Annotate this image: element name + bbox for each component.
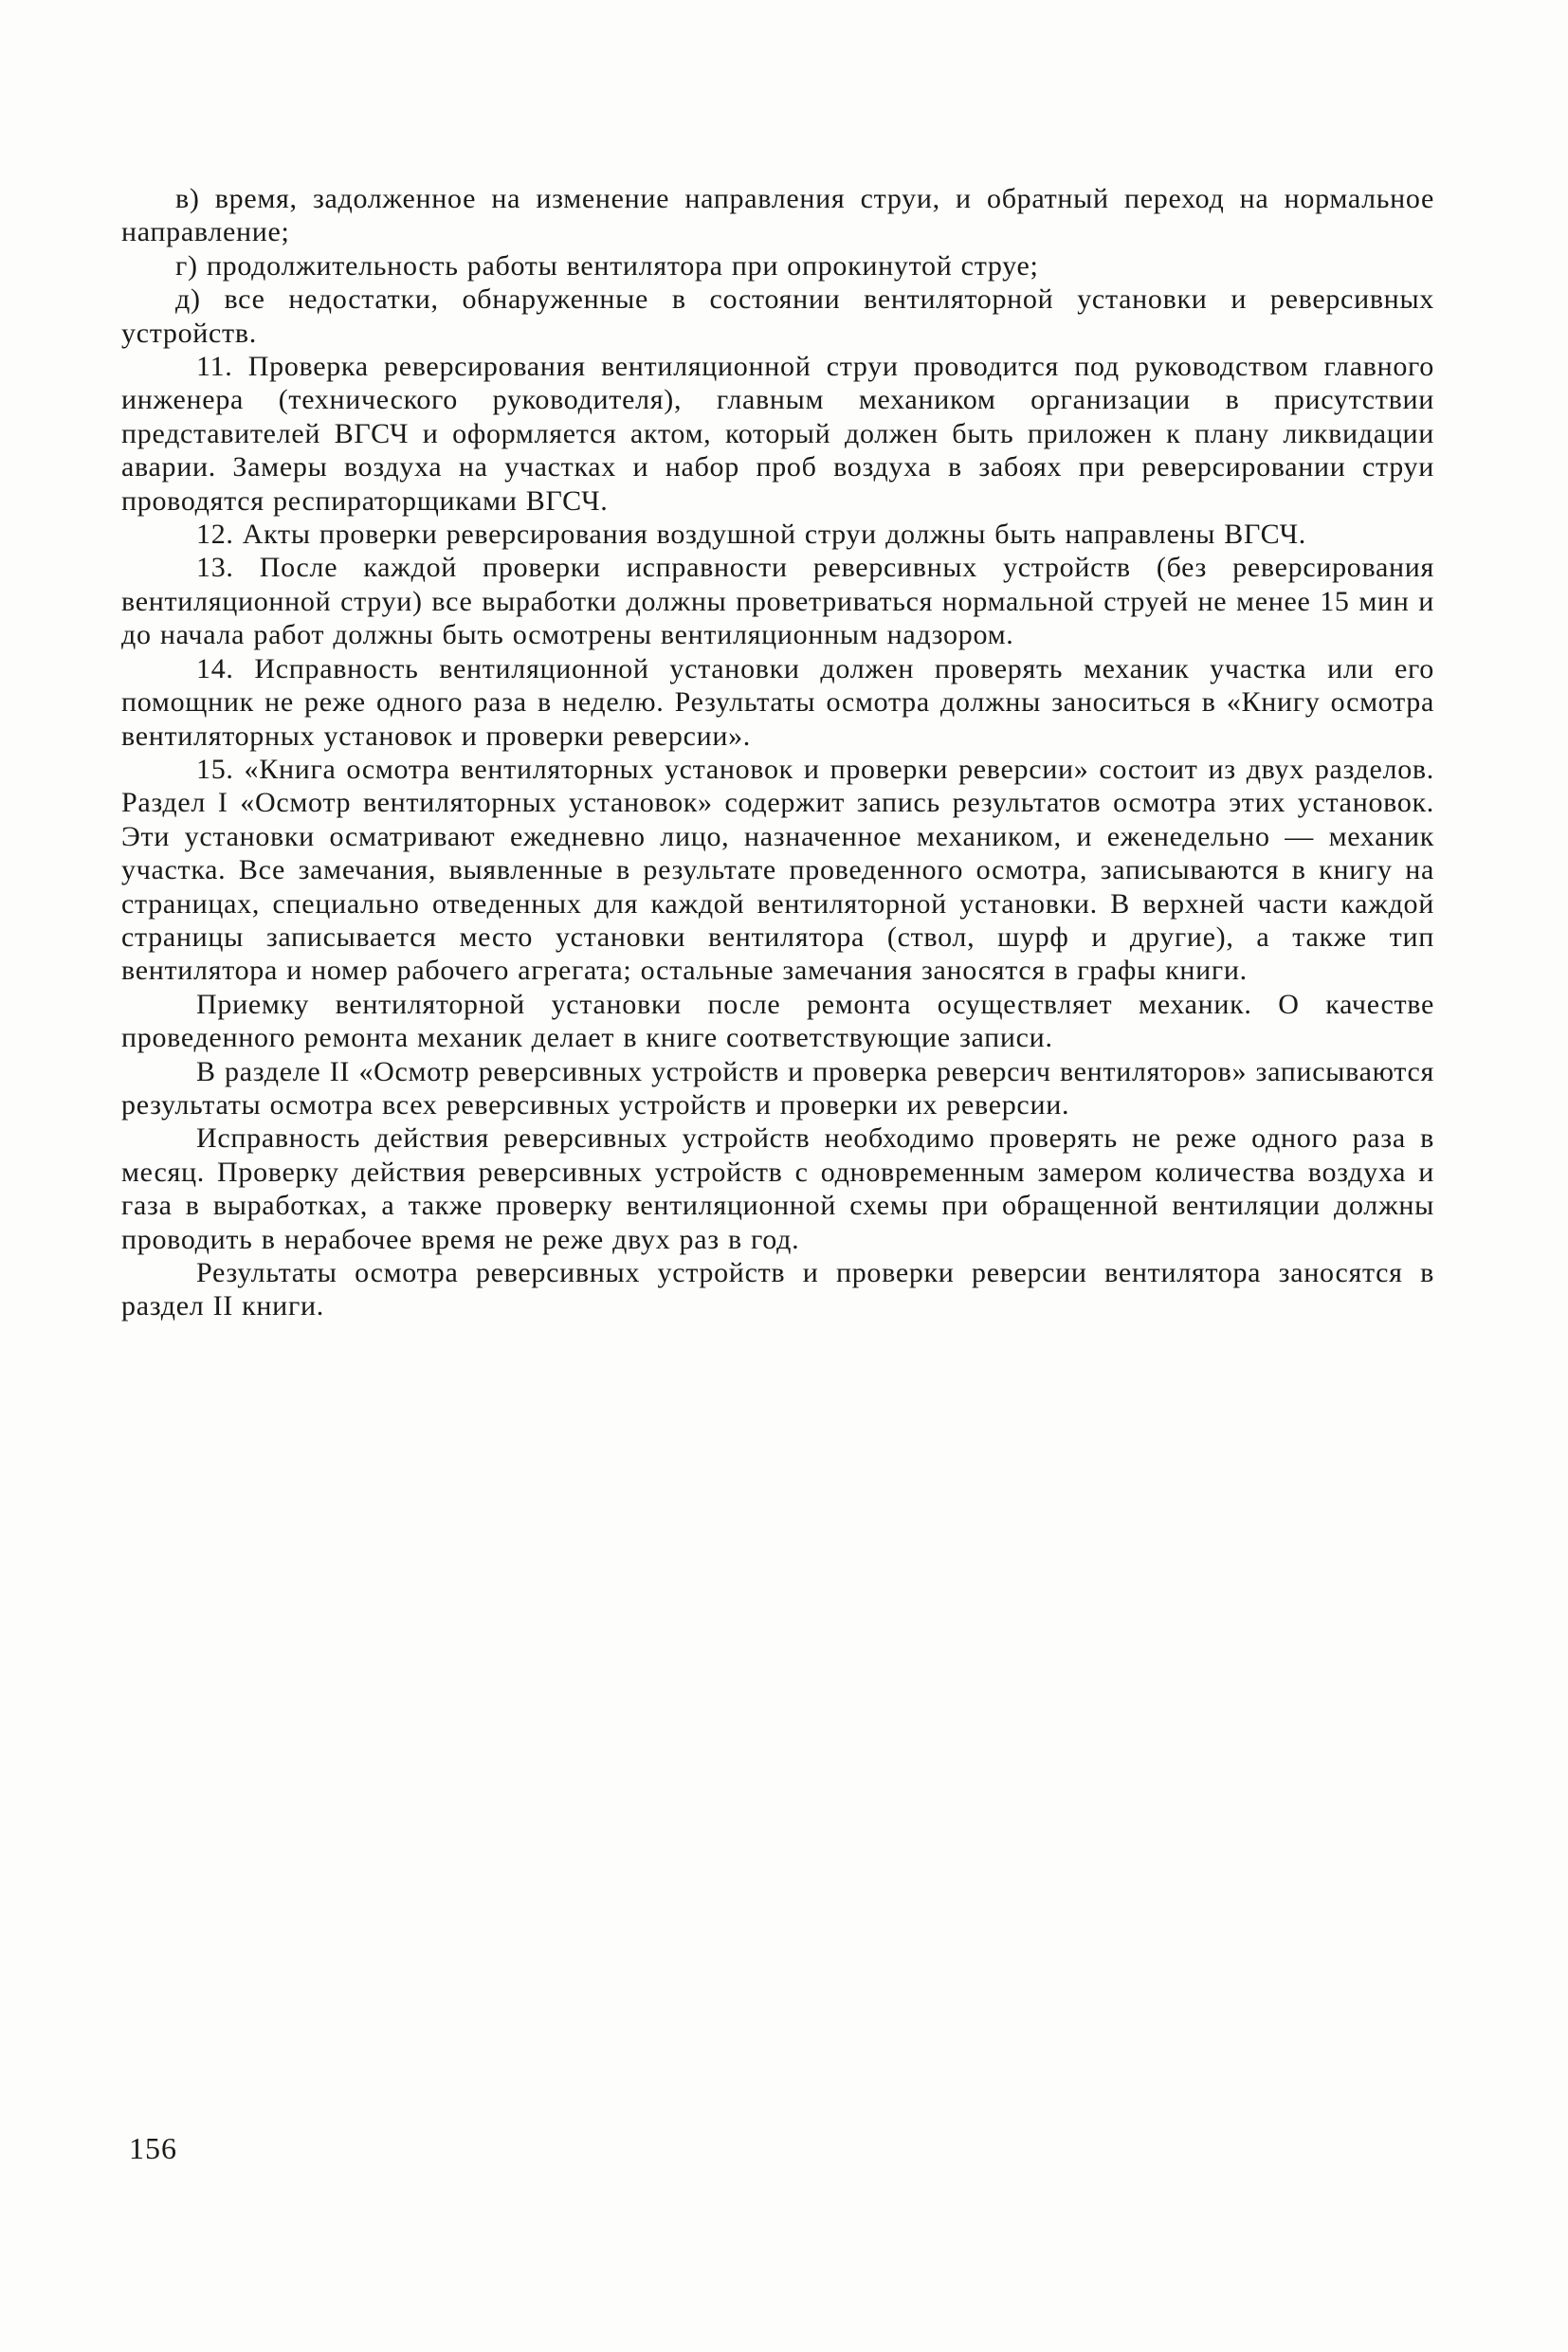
paragraph-14: 14. Исправность вентиляционной установки должен проверять механик участка или его помощник не реже одного раза в неделю. Результаты осмотра должны заноситься в «Книгу осмотра вентиляторных установок и проверки реверсии».	[121, 652, 1434, 752]
paragraph-section-two: В разделе II «Осмотр реверсивных устройств и проверка реверсич вентиляторов» записываются результаты осмотра всех реверсивных устройств и проверки их реверсии.	[121, 1055, 1434, 1121]
page-number: 156	[129, 2131, 177, 2165]
paragraph-item-v: в) время, задолженное на изменение направления струи, и обратный переход на нормальное направление;	[121, 183, 1434, 248]
paragraph-13: 13. После каждой проверки исправности реверсивных устройств (без реверсирования вентиляционной струи) все выработки должны проветриваться нормальной струей не менее 15 мин и до начала работ должны быть осмотрены вентиляционным надзором.	[121, 552, 1434, 651]
paragraph-15: 15. «Книга осмотра вентиляторных установок и проверки реверсии» состоит из двух разделов. Раздел I «Осмотр вентиляторных установок» содержит запись результатов осмотра этих установок. Эти установки осматривают ежедневно лицо, назначенное механиком, и еженедельно — механик участка. Все замечания, выявленные в результате проведенного осмотра, записываются в книгу на страницах, специально отведенных для каждой вентиляторной установки. В верхней части каждой страницы записывается место установки вентилятора (ствол, шурф и другие), а также тип вентилятора и номер рабочего агрегата; остальные замечания заносятся в графы книги.	[121, 753, 1434, 987]
paragraph-11: 11. Проверка реверсирования вентиляционной струи проводится под руководством главного инженера (технического руководителя), главным механиком организации в присутствии представителей ВГСЧ и оформляется актом, который должен быть приложен к плану ликвидации аварии. Замеры воздуха на участках и набор проб воздуха в забоях при реверсировании струи проводятся респираторщиками ВГСЧ.	[121, 351, 1434, 517]
body-text	[121, 182, 1434, 1323]
paragraph-item-g: г) продолжительность работы вентилятора при опрокинутой струе;	[175, 249, 1039, 282]
paragraph-check-frequency: Исправность действия реверсивных устройств необходимо проверять не реже одного раза в месяц. Проверку действия реверсивных устройств с одновременным замером количества воздуха и газа в выработках, а также проверку вентиляционной схемы при обращенной вентиляции должны проводить в нерабочее время не реже двух раз в год.	[121, 1122, 1434, 1255]
paragraph-12: 12. Акты проверки реверсирования воздушной струи должны быть направлены ВГСЧ.	[196, 519, 1306, 551]
paragraph-repair-acceptance: Приемку вентиляторной установки после ремонта осуществляет механик. О качестве проведенного ремонта механик делает в книге соответствующие записи.	[121, 988, 1434, 1054]
paragraph-item-d: д) все недостатки, обнаруженные в состоянии вентиляторной установки и реверсивных устройств.	[121, 283, 1434, 349]
paragraph-results: Результаты осмотра реверсивных устройств и проверки реверсии вентилятора заносятся в раздел II книги.	[121, 1257, 1434, 1322]
